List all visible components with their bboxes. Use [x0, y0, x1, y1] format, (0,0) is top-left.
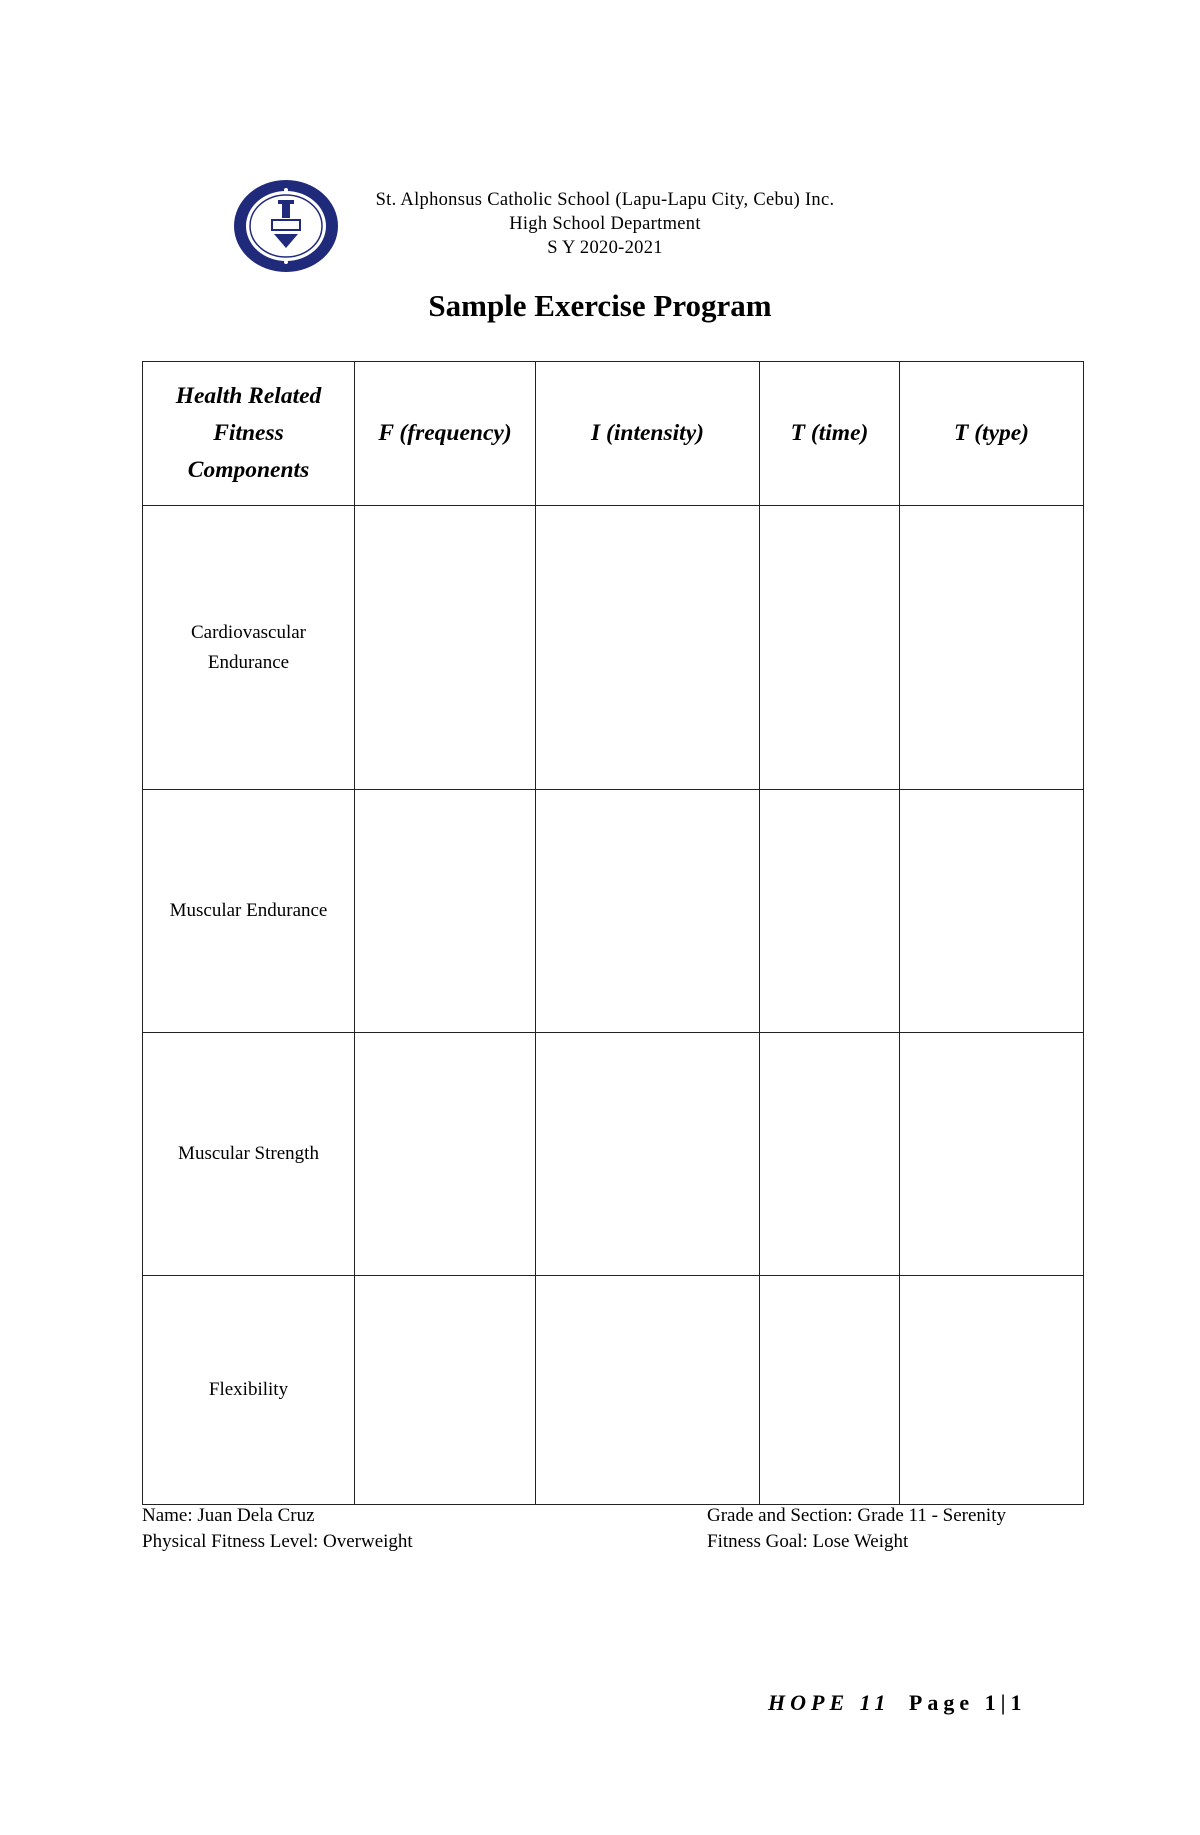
course-code: HOPE 11 [768, 1690, 891, 1715]
time-cell[interactable] [760, 1033, 900, 1276]
fitness-level: Physical Fitness Level: Overweight [142, 1531, 413, 1552]
column-header: F (frequency) [355, 362, 536, 506]
frequency-cell[interactable] [355, 1276, 536, 1505]
intensity-cell[interactable] [536, 790, 760, 1033]
student-info-right [707, 1503, 1006, 1555]
frequency-cell[interactable] [355, 1033, 536, 1276]
table-header-row [143, 362, 1084, 506]
type-cell[interactable] [900, 790, 1084, 1033]
frequency-cell[interactable] [355, 506, 536, 790]
frequency-cell[interactable] [355, 790, 536, 1033]
school-seal-icon [232, 178, 340, 274]
page-title: Sample Exercise Program [428, 288, 772, 323]
time-cell[interactable] [760, 506, 900, 790]
type-cell[interactable] [900, 1276, 1084, 1505]
department-name: High School Department [509, 214, 701, 234]
component-cell: Muscular Endurance [143, 790, 355, 1033]
page-number: Page 1|1 [908, 1690, 1027, 1715]
intensity-cell[interactable] [536, 1033, 760, 1276]
type-cell[interactable] [900, 1033, 1084, 1276]
time-cell[interactable] [760, 1276, 900, 1505]
table-row [143, 1276, 1084, 1505]
component-cell: Muscular Strength [143, 1033, 355, 1276]
intensity-cell[interactable] [536, 506, 760, 790]
table-row [143, 790, 1084, 1033]
grade-section: Grade and Section: Grade 11 - Serenity [707, 1505, 1006, 1526]
table-row [143, 506, 1084, 790]
page-footer [768, 1690, 1026, 1716]
column-header: I (intensity) [536, 362, 760, 506]
intensity-cell[interactable] [536, 1276, 760, 1505]
column-header: T (time) [760, 362, 900, 506]
time-cell[interactable] [760, 790, 900, 1033]
table-row [143, 1033, 1084, 1276]
column-header: Health Related Fitness Components [143, 362, 355, 506]
component-cell: Flexibility [143, 1276, 355, 1505]
school-year: S Y 2020-2021 [547, 238, 663, 258]
fitness-goal: Fitness Goal: Lose Weight [707, 1531, 909, 1552]
school-name: St. Alphonsus Catholic School (Lapu-Lapu City, Cebu) Inc. [375, 190, 835, 210]
exercise-program-table [142, 361, 1084, 1505]
component-cell: Cardiovascular Endurance [143, 506, 355, 790]
student-name: Name: Juan Dela Cruz [142, 1505, 315, 1526]
column-header: T (type) [900, 362, 1084, 506]
type-cell[interactable] [900, 506, 1084, 790]
student-info-left [142, 1503, 413, 1555]
document-header [232, 178, 882, 274]
